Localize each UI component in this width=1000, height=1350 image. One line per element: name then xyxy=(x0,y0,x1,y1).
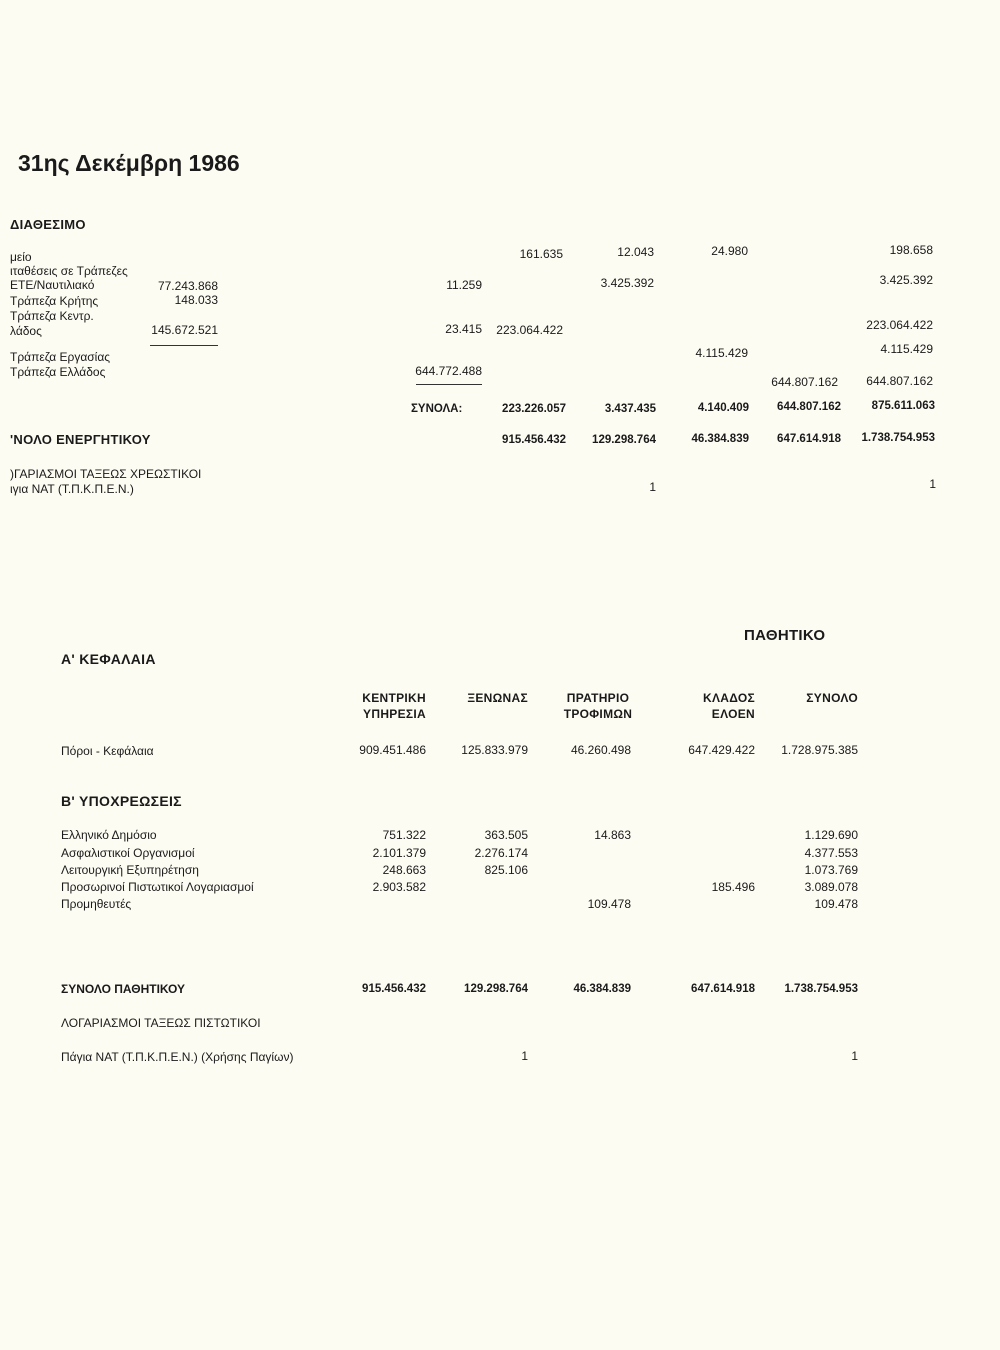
row-value: 1.129.690 xyxy=(804,828,858,842)
liabilities-total-label: ΣΥΝΟΛΟ ΠΑΘΗΤΙΚΟΥ xyxy=(61,982,186,996)
syn-ete: 3.425.392 xyxy=(879,273,933,287)
totals-value: 644.807.162 xyxy=(777,401,841,413)
syn-ergasias: 4.115.429 xyxy=(880,342,933,356)
col-header: ΣΥΝΟΛΟ xyxy=(806,691,858,705)
memo-credit-value: 1 xyxy=(851,1049,858,1063)
label-kentr: Τράπεζα Κεντρ. xyxy=(10,309,94,323)
syn-ellados: 223.064.422 xyxy=(866,318,933,332)
liabilities-total-value: 46.384.839 xyxy=(573,983,631,995)
detail-kritis: 148.033 xyxy=(174,293,218,307)
totals-label: ΣΥΝΟΛΑ: xyxy=(411,403,463,415)
kla-bank: 644.807.162 xyxy=(771,375,838,389)
section-diathesimo: ΔΙΑΘΕΣΙΜΟ xyxy=(10,217,86,232)
section-ypoxreoseis: Β' ΥΠΟΧΡΕΩΣΕΙΣ xyxy=(61,793,182,809)
row-value: 109.478 xyxy=(587,897,631,911)
poroi-value: 647.429.422 xyxy=(688,743,755,757)
liabilities-total-value: 915.456.432 xyxy=(362,983,426,995)
label-ellados: Τράπεζα Ελλάδος xyxy=(10,365,106,379)
row-value: 825.106 xyxy=(484,863,528,877)
grand-total-label: 'ΝΟΛΟ ΕΝΕΡΓΗΤΙΚΟΥ xyxy=(10,432,151,447)
sub-ellados: 23.415 xyxy=(445,322,482,336)
sub-ete: 11.259 xyxy=(446,278,482,292)
page-title: 31ης Δεκέμβρη 1986 xyxy=(18,150,240,176)
poroi-value: 46.260.498 xyxy=(570,743,631,757)
row-value: 109.478 xyxy=(814,897,858,911)
pra-ergasias: 4.115.429 xyxy=(695,346,748,360)
totals-value: 4.140.409 xyxy=(697,402,749,414)
section-kefalaia: Α' ΚΕΦΑΛΑΙΑ xyxy=(61,651,156,667)
ky-tameio: 161.635 xyxy=(519,247,563,261)
memo-debit-value: 1 xyxy=(649,480,656,494)
label-kritis: Τράπεζα Κρήτης xyxy=(10,294,99,308)
memo-debit-label: ιγια ΝΑΤ (Τ.Π.Κ.Π.Ε.Ν.) xyxy=(10,482,134,496)
poroi-value: 125.833.979 xyxy=(461,743,528,757)
label-ete: ΕΤΕ/Ναυτιλιακό xyxy=(10,278,95,292)
ky-ellados: 223.064.422 xyxy=(496,323,563,337)
label-katatheseis: ιταθέσεις σε Τράπεζες xyxy=(10,264,128,278)
divider-detail xyxy=(150,345,218,346)
grand-total-value: 647.614.918 xyxy=(777,433,841,445)
row-label-poroi: Πόροι - Κεφάλαια xyxy=(61,744,154,758)
label-tameio: μείο xyxy=(10,250,32,264)
row-value: 2.276.174 xyxy=(474,846,528,860)
memo-debit-value: 1 xyxy=(929,477,936,491)
syn-tameio: 198.658 xyxy=(889,243,933,257)
row-value: 248.663 xyxy=(382,863,426,877)
row-value: 185.496 xyxy=(711,880,755,894)
totals-value: 875.611.063 xyxy=(871,400,935,412)
label-ergasias: Τράπεζα Εργασίας xyxy=(10,350,111,364)
col-header: ΚΛΑΔΟΣ ΕΛΟΕΝ xyxy=(703,691,755,721)
col-header: ΚΕΝΤΡΙΚΗ ΥΠΗΡΕΣΙΑ xyxy=(362,691,426,721)
row-value: 2.903.582 xyxy=(372,880,426,894)
grand-total-value: 1.738.754.953 xyxy=(861,432,935,444)
row-label: Προσωρινοί Πιστωτικοί Λογαριασμοί xyxy=(61,880,254,894)
poroi-value: 909.451.486 xyxy=(359,743,426,757)
row-value: 3.089.078 xyxy=(804,880,858,894)
grand-total-value: 129.298.764 xyxy=(592,434,656,446)
row-label: Ασφαλιστικοί Οργανισμοί xyxy=(61,846,195,860)
label-ellados-short: λάδος xyxy=(10,324,42,338)
liabilities-total-value: 129.298.764 xyxy=(464,983,528,995)
row-label: Προμηθευτές xyxy=(61,897,132,911)
grand-total-value: 915.456.432 xyxy=(502,434,566,446)
xen-tameio: 12.043 xyxy=(617,245,654,259)
liabilities-total-value: 647.614.918 xyxy=(691,983,755,995)
sub-bank: 644.772.488 xyxy=(415,364,482,378)
row-value: 751.322 xyxy=(382,828,426,842)
memo-credit-title: ΛΟΓΑΡΙΑΣΜΟΙ ΤΑΞΕΩΣ ΠΙΣΤΩΤΙΚΟΙ xyxy=(61,1016,261,1030)
row-value: 1.073.769 xyxy=(804,863,858,877)
pra-tameio: 24.980 xyxy=(711,244,748,258)
memo-credit-label: Πάγια ΝΑΤ (Τ.Π.Κ.Π.Ε.Ν.) (Χρήσης Παγίων) xyxy=(61,1050,294,1064)
memo-debit-title: )ΓΑΡΙΑΣΜΟΙ ΤΑΞΕΩΣ ΧΡΕΩΣΤΙΚΟΙ xyxy=(10,467,202,481)
totals-value: 3.437.435 xyxy=(604,403,656,415)
totals-value: 223.226.057 xyxy=(502,403,566,415)
poroi-value: 1.728.975.385 xyxy=(781,743,858,757)
row-value: 363.505 xyxy=(484,828,528,842)
detail-ete: 77.243.868 xyxy=(157,279,218,293)
liabilities-title: ΠΑΘΗΤΙΚΟ xyxy=(744,627,826,644)
syn-bank: 644.807.162 xyxy=(866,374,933,388)
divider-sub xyxy=(416,384,482,385)
xen-ete: 3.425.392 xyxy=(600,276,654,290)
row-value: 4.377.553 xyxy=(804,846,858,860)
liabilities-total-value: 1.738.754.953 xyxy=(784,983,858,995)
row-label: Ελληνικό Δημόσιο xyxy=(61,828,157,842)
row-value: 14.863 xyxy=(594,828,631,842)
detail-ellados: 145.672.521 xyxy=(151,323,218,337)
memo-credit-value: 1 xyxy=(521,1049,528,1063)
col-header: ΠΡΑΤΗΡΙΟ ΤΡΟΦΙΜΩΝ xyxy=(563,691,633,721)
col-header: ΞΕΝΩΝΑΣ xyxy=(467,691,528,705)
row-label: Λειτουργική Εξυπηρέτηση xyxy=(61,863,199,877)
row-value: 2.101.379 xyxy=(372,846,426,860)
grand-total-value: 46.384.839 xyxy=(691,433,749,445)
